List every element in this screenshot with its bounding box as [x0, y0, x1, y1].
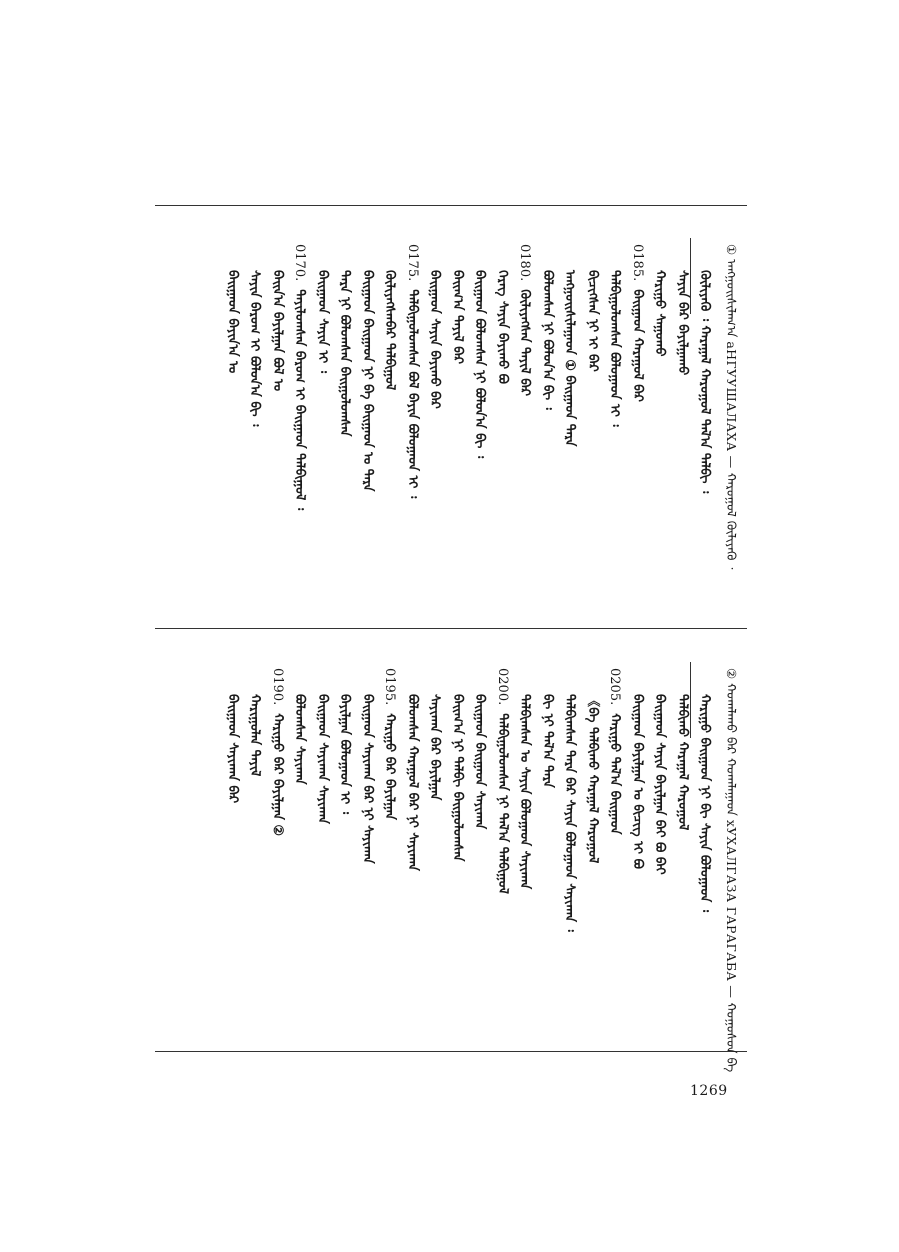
column-text: ᠪᠠᠢᠭ᠎ᠠ ᠲᠠᠶᠢᠯ ᠪᠠᠷ [449, 270, 465, 364]
text-column [562, 694, 585, 932]
line-number: 0180. [517, 244, 532, 282]
footnote: ① ᠠᠩᠭ᠋ᠤᠢᠰᠢᠯᠠᠬ᠎ᠠ аНГУУШАЛАХА — ᠬᠠᠷᠤᠭᠤᠯ ᠬᠦᠯᠢᠶᠡᠬᠦ ᠂ [724, 244, 739, 570]
column-text: ᠬᠠᠷᠢᠭᠤ ᠪᠠᠷ ᠪᠠᠶᠢᠯᠭᠠᠨ [382, 713, 397, 820]
text-column [315, 270, 338, 373]
text-column [652, 694, 675, 875]
column-text: ᠪᠢ ᠨᠢ ᠲᠠᠯ᠎ᠠ ᠲᠡᠷᠡ [539, 694, 555, 788]
column-text: ᠪᠠᠢᠭᠠᠳ ᠪᠠᠢᠭᠠᠳ ᠨᠢ ᠪᠠ ᠪᠠᠢᠭᠠᠳ ᠣ ᠲᠡᠷᠡ [359, 270, 375, 492]
line-number: 0175. [404, 244, 420, 282]
column-text: ᠪᠠᠶᠢᠯᠭᠠᠨ ᠪᠣᠯᠤᠭᠠᠳ ᠢ ᠄ [337, 694, 352, 815]
text-column [270, 668, 293, 836]
bottom-divider [155, 1051, 747, 1052]
text-column [292, 244, 315, 510]
column-text: ᠲᠠᠯᠪᠢᠭᠤᠯᠤᠭᠰᠠᠨ ᠪᠣᠯᠤᠭᠠᠳ ᠢ ᠄ [607, 270, 622, 427]
text-column [495, 668, 518, 894]
column-text: ᠬᠦᠯᠢᠶᠡᠬᠦ ᠄ ᠬᠠᠷᠠᠭᠠᠯ ᠬᠠᠷᠤᠭᠤᠯ ᠲᠠᠯ᠎ᠠ ᠲᠠᠯᠪᠢ ᠄ [697, 270, 712, 494]
text-column [337, 694, 360, 814]
column-text: ᠪᠠᠢᠭᠠᠳ ᠪᠠᠢᠭᠠᠳ ᠰᠠᠶᠢᠬᠠᠨ [472, 694, 487, 830]
column-text: ᠪᠠᠢᠭᠠᠳ ᠬᠠᠷᠠᠭᠤᠯ ᠪᠠᠷ [629, 289, 645, 402]
top-divider [155, 205, 747, 206]
text-column [697, 694, 720, 912]
line-number: 0205. [607, 668, 622, 706]
column-text: ᠬᠡᠷᠡᠭ ᠰᠠᠶᠢᠨ ᠪᠠᠶᠢᠬᠤ ᠪᠣ [494, 270, 510, 385]
column-text: ᠲᠠᠯᠪᠢᠭᠤᠯᠤᠭᠰᠠᠨ ᠨᠢ ᠲᠠᠯ᠎ᠠ ᠲᠠᠯᠪᠢᠭᠤᠯ [494, 713, 510, 894]
column-text: ᠲᠠᠶᠢᠯᠤᠭᠰᠠᠨ ᠪᠠᠷᠤᠭ ᠢ ᠪᠠᠢᠭᠠᠳ ᠲᠠᠯᠪᠢᠭᠤᠯ ᠄ [292, 289, 307, 511]
column-text: ᠪᠠᠢᠭᠠᠳ ᠰᠠᠶᠢᠬᠠᠨ ᠰᠠᠶᠢᠬᠠᠨ [314, 694, 330, 824]
column-text: ᠪᠠᠢᠭᠠᠳ ᠰᠠᠶᠢᠨ ᠪᠠᠶᠢᠯᠭᠠᠨ ᠪᠠᠢ ᠪᠣ ᠪᠠᠢ [652, 694, 667, 875]
column-text: ᠪᠣᠯᠤᠭᠰᠠᠨ ᠰᠠᠶᠢᠬᠠᠨ [292, 694, 307, 785]
text-column [540, 270, 563, 410]
column-text: ᠲᠠᠯᠪᠢᠭᠤᠯᠤᠭᠰᠠᠨ ᠪᠣᠯ ᠪᠠᠶᠢᠨ ᠪᠣᠯᠤᠭᠠᠳ ᠢ ᠄ [404, 289, 420, 499]
column-text: ᠪᠠᠢᠭᠠᠳ ᠪᠠᠶᠢᠨ᠎ᠠ ᠣ [224, 270, 240, 374]
text-column [315, 694, 338, 824]
text-column [337, 270, 360, 436]
column-text: ᠬᠦᠯᠢᠶᠡᠭᠰᠡᠨ ᠲᠠᠶᠢᠯ ᠪᠠᠷ [517, 289, 532, 396]
text-column [360, 270, 383, 491]
text-column [630, 694, 653, 869]
line-number: 0195. [382, 668, 397, 706]
column-text: ᠰᠠᠶᠢᠬᠠᠨ ᠪᠠᠷ ᠪᠠᠶᠢᠯᠭᠠᠨ [427, 694, 442, 801]
column-text: ᠪᠠᠢᠨ᠎ᠠ ᠪᠠᠶᠢᠯᠭᠠᠨ ᠪᠣᠯ ᠣ [269, 270, 285, 392]
line-number: 0170. [292, 244, 307, 282]
page-number: 1269 [690, 1083, 728, 1099]
text-column [427, 270, 450, 409]
text-column [585, 694, 608, 863]
column-text: 《ᠪᠠ ᠲᠠᠯᠪᠢᠬᠤ ᠬᠠᠷᠠᠭᠠᠯ ᠬᠠᠷᠤᠭᠤᠯ [584, 694, 600, 864]
column-text: ᠪᠣᠯᠤᠭᠰᠠᠨ ᠬᠠᠷᠠᠭᠤᠯ ᠪᠠᠷ ᠨᠢ ᠰᠠᠶᠢᠬᠠᠨ [404, 694, 420, 871]
column-text: ᠬᠦᠯᠢᠶᠡᠭᠰᠡᠨᠪᠠᠷ ᠲᠠᠯᠪᠢᠭᠤᠯ [382, 270, 397, 391]
column-text: ᠪᠠᠢᠭ᠎ᠠ ᠨᠢ ᠲᠠᠯᠪᠢ ᠪᠠᠢᠭᠤᠯᠤᠭᠰᠠᠨ [449, 694, 465, 862]
text-column [562, 270, 585, 446]
text-column [517, 244, 540, 396]
text-column [675, 694, 698, 830]
text-column [675, 270, 698, 375]
text-column [360, 694, 383, 864]
line-number: 0190. [269, 668, 285, 706]
column-text: ᠬᠠᠷᠢᠭᠤ ᠲᠠᠯ᠎ᠠ ᠪᠠᠢᠭᠠᠳ [607, 713, 622, 835]
column-text: ᠪᠠᠢᠭᠠᠳ ᠰᠠᠶᠢᠨ ᠪᠠᠶᠢᠬᠤ ᠪᠠᠷ [427, 270, 442, 409]
column-text: ᠰᠠᠶᠢᠨ ᠪᠠᠷᠤᠭ ᠢ ᠪᠣᠯᠤᠨ᠎ᠠ ᠪᠢ ᠄ [247, 270, 262, 427]
footnote: ② ᠬᠤᠬᠠᠯᠠᠬᠤ ᠪᠠᠷ ᠬᠤᠬᠠᠯᠠᠭᠠᠳ хУХАЛГАЗА ГАРАГАБА — ᠬᠣᠭᠤᠰᠤᠨ ᠪᠠ [724, 668, 739, 1073]
text-column [225, 270, 248, 373]
column-text: ᠲᠠᠯᠪᠢᠭᠰᠠᠨ ᠲᠡᠷᠡ ᠪᠠᠷ ᠰᠠᠶᠢᠨ ᠪᠣᠯᠤᠭᠠᠳ ᠰᠠᠶᠢᠬᠠᠨ ᠄ [562, 694, 577, 932]
text-column [697, 270, 720, 493]
text-column [495, 270, 518, 384]
text-column [450, 270, 473, 364]
text-column [472, 694, 495, 829]
column-text: ᠬᠠᠷᠢᠭᠤ ᠰᠠᠭᠤᠬᠤ [652, 270, 667, 357]
text-column [517, 694, 540, 889]
text-column [652, 270, 675, 356]
column-text: ᠪᠢᠴᠢᠭᠰᠡᠨ ᠨᠢ ᠢ ᠪᠠᠷ [584, 270, 600, 372]
column-text: ᠪᠠᠢᠭᠠᠳ ᠪᠣᠯᠤᠭᠰᠠᠨ ᠨᠢ ᠪᠣᠯᠤᠨ᠎ᠠ ᠪᠢ ᠄ [472, 270, 487, 459]
text-column [450, 694, 473, 861]
text-column [270, 270, 293, 391]
line-number: 0185. [629, 244, 645, 282]
text-column [247, 694, 270, 776]
text-column [607, 270, 630, 427]
column-text: ᠰᠠᠶᠢᠨ ᠪᠡᠷ ᠪᠠᠶᠢᠯᠭᠠᠬᠤ [674, 270, 690, 376]
column-text: ᠪᠠᠢᠭᠠᠳ ᠰᠠᠶᠢᠬᠠᠨ ᠪᠠᠷ ᠨᠢ ᠰᠠᠶᠢᠬᠠᠨ [359, 694, 375, 864]
text-column [382, 270, 405, 390]
column-text: ᠲᠠᠯᠪᠢᠭᠰᠠᠨ ᠣ ᠰᠠᠶᠢᠨ ᠪᠣᠯᠤᠭᠠᠳ ᠰᠠᠶᠢᠬᠠᠨ [517, 694, 532, 890]
column-text: ᠠᠩᠭ᠋ᠤᠢᠰᠢᠯᠠᠭᠠᠳ ① ᠪᠠᠢᠭᠠᠳ ᠲᠡᠷᠡ [562, 270, 577, 447]
column-text: ᠬᠠᠷᠢᠭᠤᠯᠠᠨ ᠲᠠᠶᠢᠯ [247, 694, 262, 777]
column-text: ᠲᠠᠯᠪᠢᠬᠤ ᠬᠠᠷᠠᠭᠠᠯ ᠬᠠᠷᠤᠭᠤᠯ [674, 694, 690, 831]
text-column [292, 694, 315, 785]
column-text: ᠪᠠᠢᠭᠠᠳ ᠰᠠᠶᠢᠬᠠᠨ ᠪᠠᠷ [224, 694, 240, 804]
middle-divider [155, 628, 747, 629]
column-text: ᠬᠠᠷᠢᠭᠤ ᠪᠠᠷ ᠪᠠᠶᠢᠯᠭᠠᠨ ② [269, 713, 285, 837]
text-column [225, 694, 248, 803]
text-column [405, 244, 428, 498]
text-column [405, 694, 428, 871]
line-number: 0200. [494, 668, 510, 706]
column-text: ᠪᠠᠢᠭᠠᠳ ᠪᠠᠶᠢᠯᠭᠠᠨ ᠣ ᠪᠢᠴᠢᠭ ᠢ ᠪᠣ [629, 694, 645, 869]
text-column [247, 270, 270, 426]
text-column [382, 668, 405, 820]
column-text: ᠪᠣᠯᠤᠭᠰᠠᠨ ᠨᠢ ᠪᠣᠯᠤᠨ᠎ᠠ ᠪᠢ ᠄ [539, 270, 555, 410]
text-column [630, 244, 653, 402]
column-text: ᠬᠠᠷᠢᠭᠤ ᠪᠠᠢᠭᠠᠳ ᠨᠢ ᠪᠢ ᠰᠠᠶᠢᠨ ᠪᠣᠯᠤᠭᠠᠳ ᠄ [697, 694, 712, 913]
text-column [540, 694, 563, 788]
text-column [585, 270, 608, 372]
text-column [472, 270, 495, 458]
text-column [607, 668, 630, 834]
column-text: ᠲᠡᠷᠡ ᠨᠢ ᠪᠣᠯᠤᠭᠰᠠᠨ ᠪᠠᠢᠭᠤᠯᠤᠭᠰᠠᠨ [337, 270, 352, 437]
text-column [427, 694, 450, 800]
column-text: ᠪᠠᠢᠭᠠᠳ ᠰᠠᠶᠢᠨ ᠢ ᠄ [314, 270, 330, 374]
